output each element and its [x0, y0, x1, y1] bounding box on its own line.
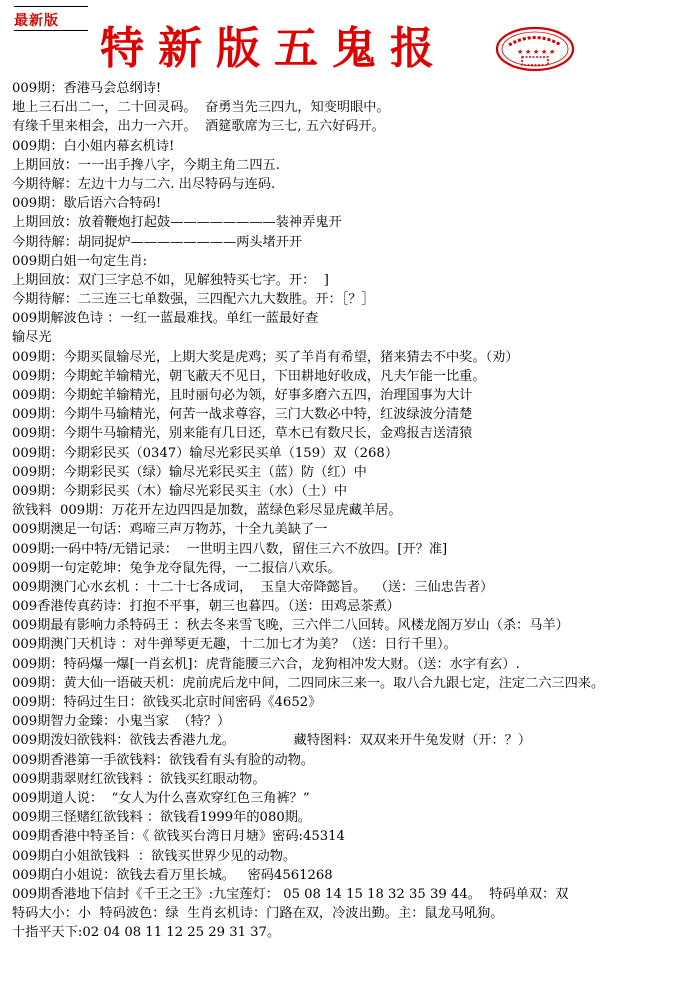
text-line: 输尽光 — [12, 330, 52, 346]
text-line: 009期：今期蛇羊输精光，朝飞蔽天不见日，下田耕地好收成，凡夫乍能一比重。 — [12, 368, 486, 384]
text-line: 009期一句定乾坤：兔争龙夺鼠先得，一二报信八欢乐。 — [12, 560, 341, 576]
prediction-text-body — [12, 79, 684, 942]
text-line: 上期回放：一一出手搀八字，今期主角二四五. — [12, 157, 280, 173]
text-line: 009期白小姐说：欲钱去看万里长城。 密码4561268 — [12, 867, 333, 883]
page-title: 特新版五鬼报 — [100, 23, 448, 74]
badge-underline — [14, 30, 88, 31]
text-line: 上期回放：双门三字总不如，见解独特买七字。开： ] — [12, 272, 329, 288]
text-line: 009期最有影响力杀特码王 ：秋去冬来雪飞晚，三六伴二八回转。风楼龙阁万岁山（杀：马羊） — [12, 618, 569, 634]
text-line: 009期：特码过生日：欲钱买北京时间密码《4652》 — [12, 695, 322, 710]
text-line: 009期香港地下信封《千王之王》:九宝莲灯： 05 08 14 15 18 32 35 39 44。 特码单双：双 — [12, 886, 569, 902]
text-line: 009期澳足一句话：鸡啼三声万物苏，十全九美缺了一 — [12, 522, 328, 538]
text-line: 009期白姐一句定生肖: — [12, 253, 148, 269]
svg-text:★: ★ — [525, 48, 532, 56]
text-line: 009期澳门天机诗 ：对牛弹琴更无趣，十二加七才为美？（送：日行千里）。 — [12, 637, 457, 653]
text-line: 有缘千里来相会，出力一六开。 酒筵歌席为三七, 五六好码开。 — [12, 119, 385, 135]
text-line: 地上三石出二一，二十回灵码。 奋勇当先三四九，知变明眼中。 — [12, 100, 390, 116]
text-line: 009期智力金臻：小鬼当家 （特？） — [12, 714, 231, 730]
text-line: 欲钱料 009期：万花开左边四四是加数，蓝绿色彩尽显虎藏羊居。 — [12, 503, 402, 519]
text-line: 上期回放：放着鞭炮打起鼓————————装神弄鬼开 — [12, 215, 342, 231]
text-line: 009期：歇后语六合特码! — [12, 196, 162, 212]
text-line: 009期：特码爆一爆[一肖玄机]：虎背能腰三六合，龙狗相冲发大财。（送：水字有玄）. — [12, 656, 520, 672]
svg-text:★: ★ — [549, 48, 556, 56]
text-line: 009期澳门心水玄机 ：十二十七各成词， 玉皇大帝降懿旨。 （送：三仙忠告者） — [12, 579, 494, 595]
top-rule — [14, 6, 88, 7]
text-line: 009期道人说： “女人为什么喜欢穿红色三角裤？” — [12, 790, 310, 806]
svg-text:★: ★ — [533, 48, 540, 56]
text-line: 009期：白小姐内幕玄机诗! — [12, 138, 175, 154]
text-line: 009期解波色诗 ：一红一蓝最难找。单红一蓝最好查 — [12, 311, 319, 327]
text-line: 009期翡翠财红欲钱料 ：欲钱买红眼动物。 — [12, 771, 266, 787]
text-line: 009期：香港马会总纲诗! — [12, 81, 162, 96]
edition-badge: 最新版 — [14, 13, 59, 29]
text-line: 今期待解：左边十力与二六. 出尽特码与连码. — [12, 176, 276, 192]
text-line: 009香港传真药诗：打抱不平事，朝三也暮四。（送：田鸡忌茶煮） — [12, 599, 400, 615]
text-line: 十指平天下:02 04 08 11 12 25 29 31 37。 — [12, 925, 281, 941]
text-line: 009期：今期牛马输精光，别来能有几日还，草木已有数尺长，金鸡报吉送清猿 — [12, 426, 473, 442]
text-line: 009期：今期彩民买（木）输尽光彩民买主（水）（土）中 — [12, 483, 348, 499]
text-line: 009期泼妇欲钱料：欲钱去香港九龙。 藏特图料：双双来开牛兔发财（开：？） — [12, 733, 532, 749]
text-line: 009期白小姐欲钱料 ：欲钱买世界少见的动物。 — [12, 848, 297, 864]
text-line: 009期三怪赌红欲钱料 ：欲钱看1999年的080期。 — [12, 810, 312, 826]
text-line: 009期：今期彩民买（绿）输尽光彩民买主（蓝）防（红）中 — [12, 464, 367, 480]
text-line: 009期香港第一手欲钱料：欲钱看有头有脸的动物。 — [12, 752, 315, 768]
seal-stamp — [495, 26, 575, 72]
text-line: 今期待解：二三连三七单数强，三四配六九大数胜。开：［？］ — [12, 292, 375, 308]
svg-text:★: ★ — [517, 48, 524, 56]
text-line: 009期：今期彩民买（0347）输尽光彩民买单（159）双（268） — [12, 445, 399, 461]
text-line: 009期:一码中特/无错记录： 一世明主四八数，留住三六不放四。[开？准] — [12, 541, 448, 557]
text-line: 009期：今期买鼠输尽光，上期大奖是虎鸡；买了羊肖有希望，猪来猜去不中奖。（劝） — [12, 349, 519, 365]
text-line: 009期香港中特圣旨：《 欲钱买台湾日月塘》密码:45314 — [12, 829, 345, 845]
text-line: 特码大小：小 特码波色：绿 生肖玄机诗：门路在双，冷波出勤。主：鼠龙马吼狗。 — [12, 906, 504, 922]
svg-text:★: ★ — [541, 48, 548, 56]
text-line: 今期待解：胡同捉炉————————两头堵开开 — [12, 234, 303, 250]
text-line: 009期：今期蛇羊输精光，且时丽句必为领，好事多磨六五四，治理国事为大计 — [12, 388, 473, 403]
text-line: 009期：黄大仙一语破天机：虎前虎后龙中间，二四同床三来一。取八合九跟七定，注定二六三四来。 — [12, 675, 605, 691]
text-line: 009期：今期牛马输精光，何苦一战求尊容，三门大数必中特，红波绿波分清楚 — [12, 407, 473, 423]
